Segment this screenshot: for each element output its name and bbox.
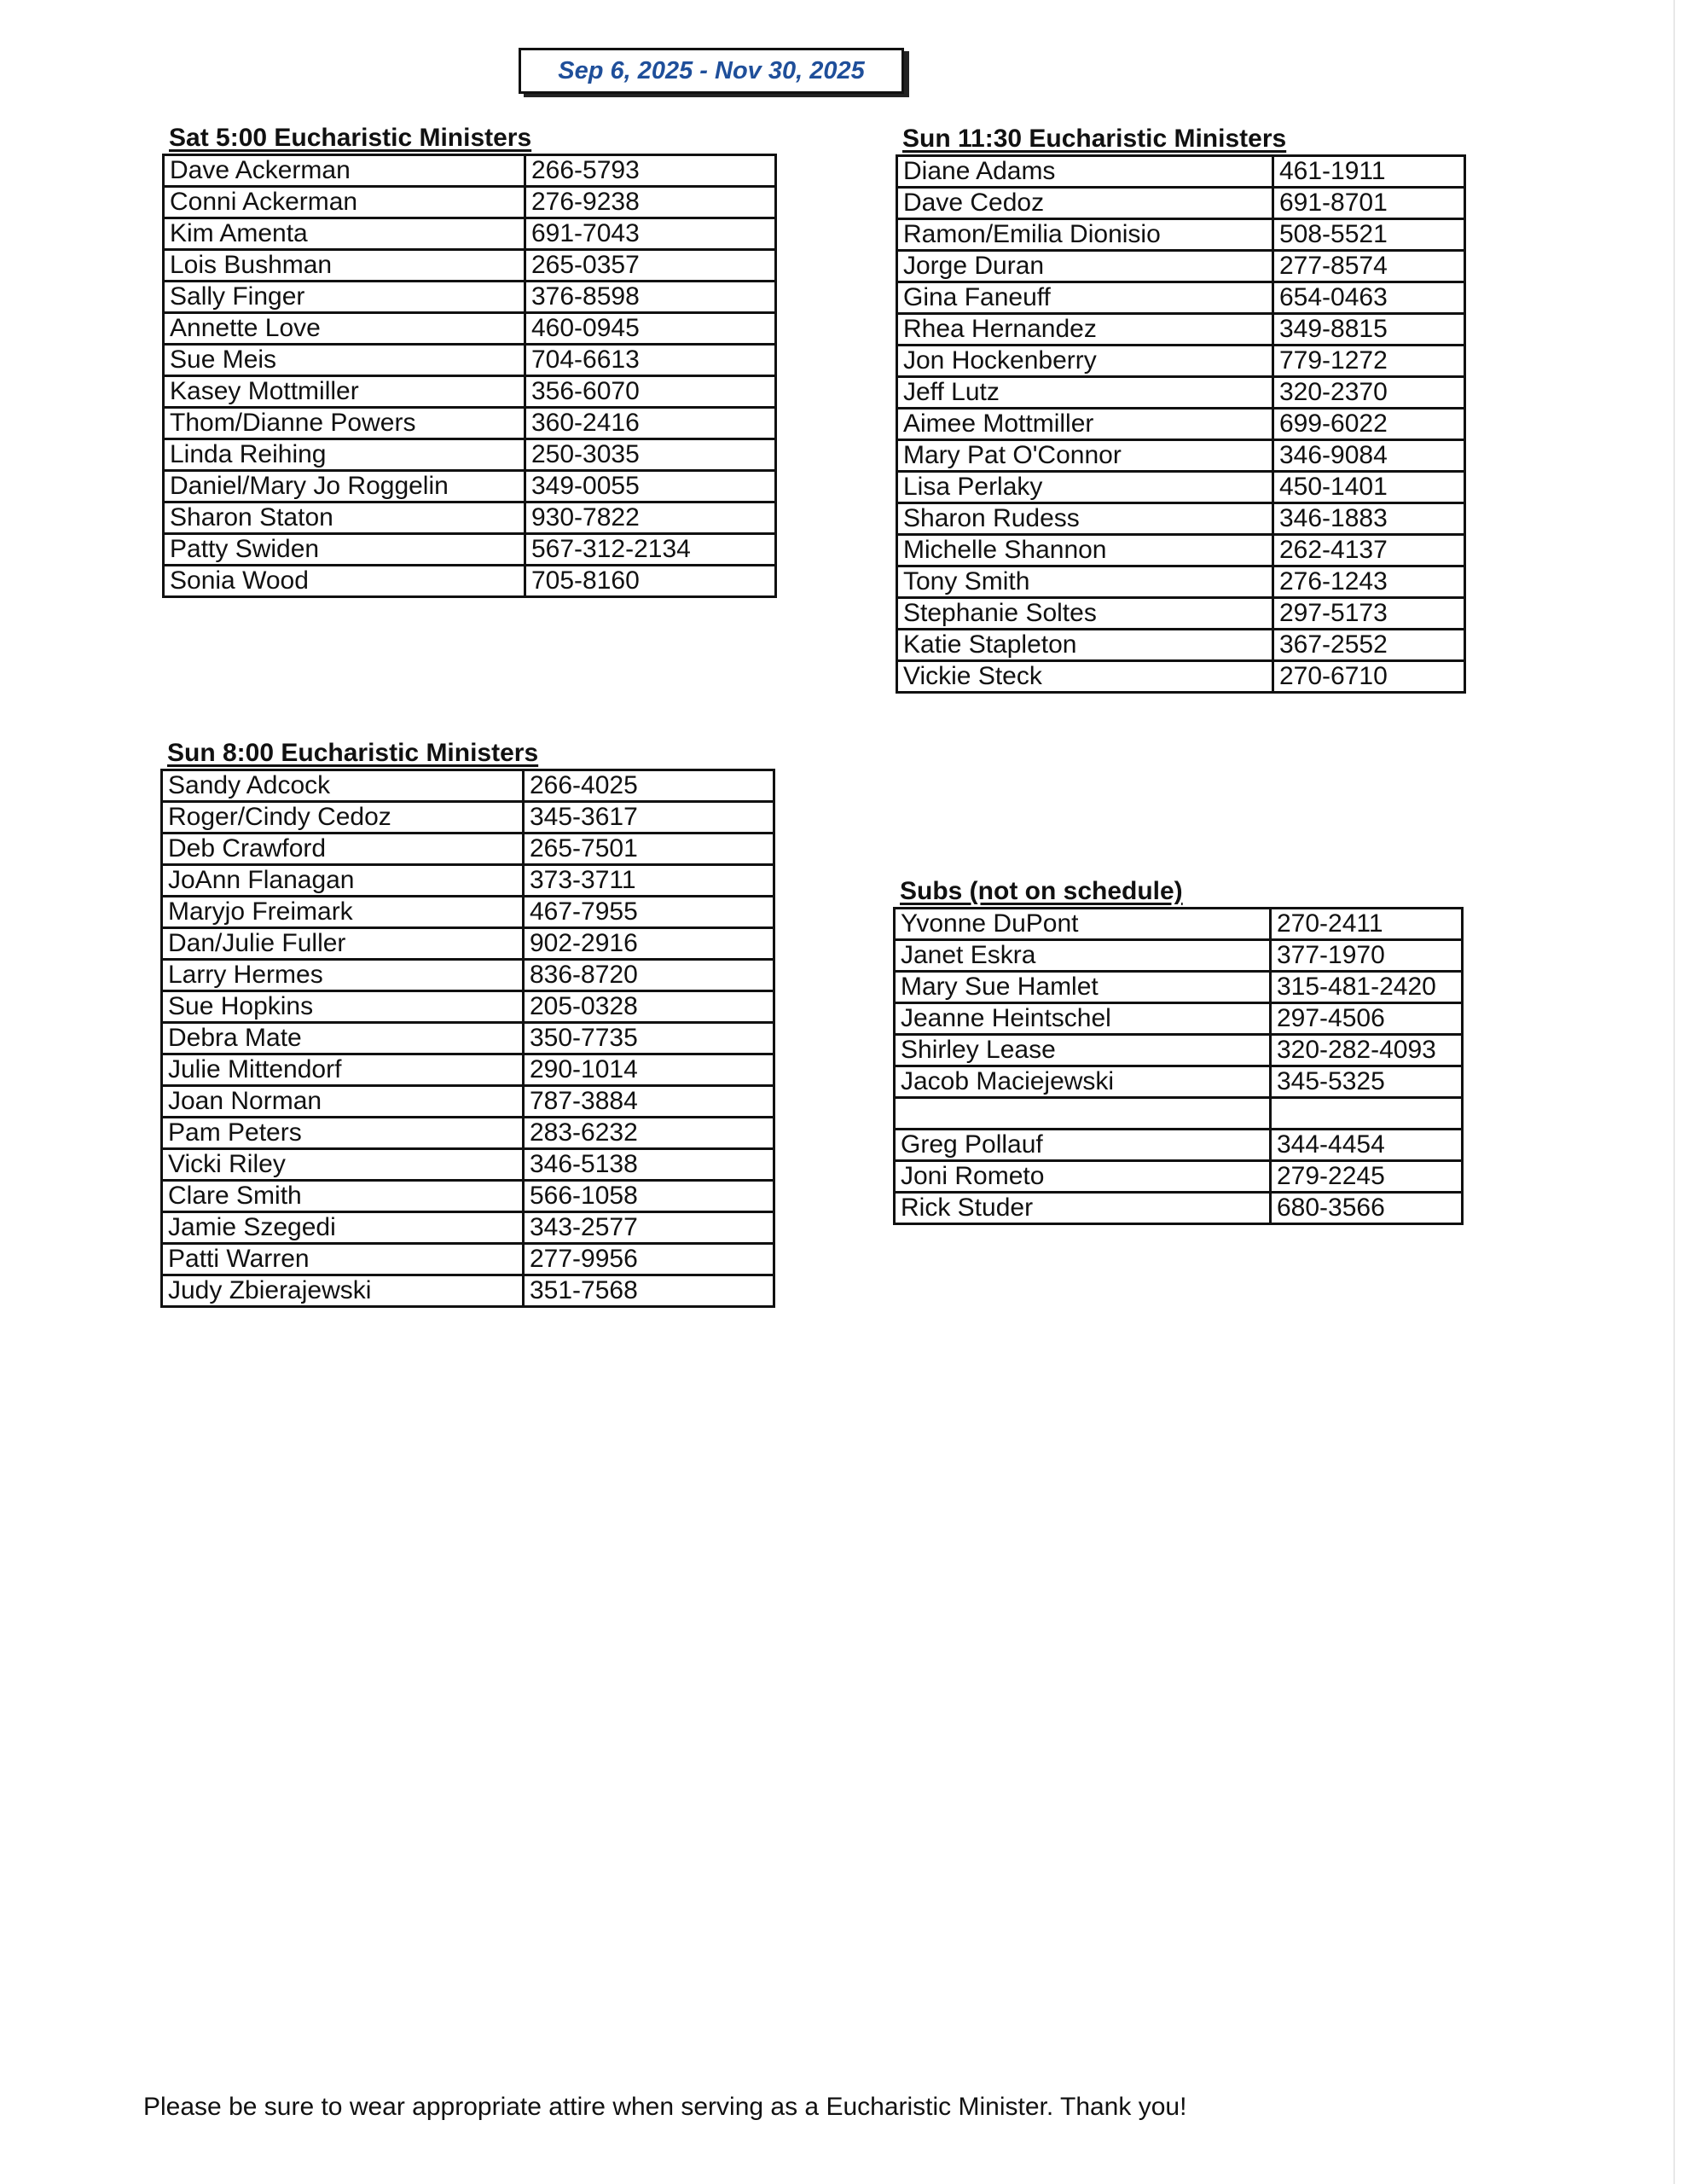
minister-name: Roger/Cindy Cedoz xyxy=(162,802,524,834)
minister-phone: 566-1058 xyxy=(524,1181,774,1212)
minister-phone: 345-3617 xyxy=(524,802,774,834)
minister-row xyxy=(164,313,776,345)
minister-name: Joan Norman xyxy=(162,1086,524,1118)
minister-name: Larry Hermes xyxy=(162,960,524,991)
section-title: Sat 5:00 Eucharistic Ministers xyxy=(169,124,532,152)
minister-phone: 205-0328 xyxy=(524,991,774,1023)
minister-phone: 266-5793 xyxy=(525,155,776,187)
minister-row xyxy=(164,218,776,250)
minister-row xyxy=(895,1161,1463,1193)
minister-name: Sharon Staton xyxy=(164,502,525,534)
minister-phone: 266-4025 xyxy=(524,770,774,802)
minister-row xyxy=(162,1244,774,1275)
minister-row xyxy=(164,250,776,282)
minister-name: Greg Pollauf xyxy=(895,1130,1271,1161)
minister-row xyxy=(897,535,1465,566)
attire-note: Please be sure to wear appropriate attire when serving as a Eucharistic Minister. Thank you! xyxy=(143,2093,1187,2121)
minister-name: Lois Bushman xyxy=(164,250,525,282)
minister-row xyxy=(895,1193,1463,1224)
minister-row xyxy=(897,188,1465,219)
minister-name: Jacob Maciejewski xyxy=(895,1066,1271,1098)
minister-phone: 320-2370 xyxy=(1273,377,1465,409)
minister-phone: 705-8160 xyxy=(525,566,776,597)
minister-row xyxy=(164,408,776,439)
minister-phone: 262-4137 xyxy=(1273,535,1465,566)
minister-phone: 461-1911 xyxy=(1273,156,1465,188)
minister-name: Sonia Wood xyxy=(164,566,525,597)
minister-row xyxy=(897,219,1465,251)
minister-phone: 320-282-4093 xyxy=(1271,1035,1463,1066)
minister-row xyxy=(162,928,774,960)
minister-phone xyxy=(1271,1098,1463,1130)
minister-row xyxy=(897,472,1465,503)
minister-name: Yvonne DuPont xyxy=(895,909,1271,940)
minister-name: Conni Ackerman xyxy=(164,187,525,218)
minister-phone: 691-8701 xyxy=(1273,188,1465,219)
section-title: Sun 11:30 Eucharistic Ministers xyxy=(902,125,1287,153)
minister-name: Thom/Dianne Powers xyxy=(164,408,525,439)
minister-row xyxy=(164,534,776,566)
subs-section xyxy=(893,877,1464,1225)
minister-phone: 277-8574 xyxy=(1273,251,1465,282)
minister-row xyxy=(897,282,1465,314)
minister-phone: 356-6070 xyxy=(525,376,776,408)
minister-phone: 367-2552 xyxy=(1273,630,1465,661)
minister-phone: 344-4454 xyxy=(1271,1130,1463,1161)
minister-name: Sharon Rudess xyxy=(897,503,1273,535)
minister-name: Katie Stapleton xyxy=(897,630,1273,661)
minister-phone: 290-1014 xyxy=(524,1054,774,1086)
minister-row xyxy=(895,1035,1463,1066)
minister-name: Patty Swiden xyxy=(164,534,525,566)
minister-phone: 680-3566 xyxy=(1271,1193,1463,1224)
minister-row xyxy=(164,155,776,187)
minister-row xyxy=(162,770,774,802)
minister-phone: 346-9084 xyxy=(1273,440,1465,472)
minister-name: Stephanie Soltes xyxy=(897,598,1273,630)
minister-row xyxy=(162,960,774,991)
minister-name: Jeff Lutz xyxy=(897,377,1273,409)
minister-row xyxy=(897,377,1465,409)
minister-phone: 930-7822 xyxy=(525,502,776,534)
minister-name: Dave Ackerman xyxy=(164,155,525,187)
minister-row xyxy=(895,909,1463,940)
minister-row xyxy=(897,566,1465,598)
minister-name: Jon Hockenberry xyxy=(897,346,1273,377)
minister-name: Tony Smith xyxy=(897,566,1273,598)
minister-phone: 270-2411 xyxy=(1271,909,1463,940)
minister-phone: 265-7501 xyxy=(524,834,774,865)
minister-row xyxy=(897,630,1465,661)
minister-table xyxy=(162,154,777,598)
minister-phone: 467-7955 xyxy=(524,897,774,928)
minister-row xyxy=(164,471,776,502)
minister-name: Shirley Lease xyxy=(895,1035,1271,1066)
minister-name: Deb Crawford xyxy=(162,834,524,865)
minister-row xyxy=(897,503,1465,535)
minister-table xyxy=(160,769,775,1308)
minister-name: Jorge Duran xyxy=(897,251,1273,282)
minister-phone: 460-0945 xyxy=(525,313,776,345)
minister-table xyxy=(896,154,1466,694)
minister-row xyxy=(162,1086,774,1118)
minister-name: Gina Faneuff xyxy=(897,282,1273,314)
minister-name: Clare Smith xyxy=(162,1181,524,1212)
minister-row xyxy=(162,1054,774,1086)
minister-phone: 250-3035 xyxy=(525,439,776,471)
minister-phone: 265-0357 xyxy=(525,250,776,282)
sun-1130-section xyxy=(896,125,1466,694)
minister-row xyxy=(897,314,1465,346)
minister-phone: 654-0463 xyxy=(1273,282,1465,314)
minister-phone: 360-2416 xyxy=(525,408,776,439)
minister-phone: 902-2916 xyxy=(524,928,774,960)
minister-phone: 787-3884 xyxy=(524,1086,774,1118)
minister-row xyxy=(164,187,776,218)
minister-row xyxy=(162,1212,774,1244)
minister-name: Sally Finger xyxy=(164,282,525,313)
minister-name: Rick Studer xyxy=(895,1193,1271,1224)
minister-row xyxy=(895,1066,1463,1098)
minister-row xyxy=(162,834,774,865)
minister-name: Maryjo Freimark xyxy=(162,897,524,928)
minister-phone: 349-0055 xyxy=(525,471,776,502)
minister-phone: 297-5173 xyxy=(1273,598,1465,630)
minister-phone: 450-1401 xyxy=(1273,472,1465,503)
minister-row xyxy=(162,1149,774,1181)
minister-row xyxy=(164,376,776,408)
minister-name: Janet Eskra xyxy=(895,940,1271,972)
minister-name: Michelle Shannon xyxy=(897,535,1273,566)
minister-phone: 346-5138 xyxy=(524,1149,774,1181)
minister-name: Sandy Adcock xyxy=(162,770,524,802)
minister-row xyxy=(895,972,1463,1003)
minister-table xyxy=(893,907,1464,1225)
minister-phone: 373-3711 xyxy=(524,865,774,897)
minister-phone: 277-9956 xyxy=(524,1244,774,1275)
minister-row xyxy=(895,1130,1463,1161)
minister-row xyxy=(162,897,774,928)
minister-phone: 276-9238 xyxy=(525,187,776,218)
minister-name: Joni Rometo xyxy=(895,1161,1271,1193)
minister-name: Kasey Mottmiller xyxy=(164,376,525,408)
minister-name: Mary Sue Hamlet xyxy=(895,972,1271,1003)
minister-phone: 346-1883 xyxy=(1273,503,1465,535)
minister-phone: 508-5521 xyxy=(1273,219,1465,251)
date-range: Sep 6, 2025 - Nov 30, 2025 xyxy=(558,56,865,84)
minister-row xyxy=(164,502,776,534)
minister-row xyxy=(162,1181,774,1212)
minister-name: Pam Peters xyxy=(162,1118,524,1149)
minister-row xyxy=(162,1118,774,1149)
minister-row xyxy=(895,1098,1463,1130)
minister-row xyxy=(897,251,1465,282)
minister-name: Lisa Perlaky xyxy=(897,472,1273,503)
minister-name: Kim Amenta xyxy=(164,218,525,250)
section-title: Subs (not on schedule) xyxy=(900,877,1183,905)
minister-phone: 699-6022 xyxy=(1273,409,1465,440)
minister-phone: 345-5325 xyxy=(1271,1066,1463,1098)
minister-row xyxy=(897,346,1465,377)
section-title: Sun 8:00 Eucharistic Ministers xyxy=(167,739,539,767)
minister-name: Rhea Hernandez xyxy=(897,314,1273,346)
minister-name: Ramon/Emilia Dionisio xyxy=(897,219,1273,251)
minister-name: Patti Warren xyxy=(162,1244,524,1275)
minister-row xyxy=(164,282,776,313)
sun-800-section xyxy=(160,739,775,1308)
minister-row xyxy=(162,802,774,834)
minister-row xyxy=(162,1023,774,1054)
minister-phone: 279-2245 xyxy=(1271,1161,1463,1193)
minister-name: Annette Love xyxy=(164,313,525,345)
minister-name: Diane Adams xyxy=(897,156,1273,188)
minister-phone: 349-8815 xyxy=(1273,314,1465,346)
minister-row xyxy=(895,1003,1463,1035)
minister-row xyxy=(162,1275,774,1307)
minister-row xyxy=(897,661,1465,693)
minister-row xyxy=(895,940,1463,972)
minister-row xyxy=(897,598,1465,630)
minister-phone: 270-6710 xyxy=(1273,661,1465,693)
minister-name: Judy Zbierajewski xyxy=(162,1275,524,1307)
minister-phone: 297-4506 xyxy=(1271,1003,1463,1035)
scan-edge-line xyxy=(1673,0,1675,2184)
minister-name: Julie Mittendorf xyxy=(162,1054,524,1086)
minister-name: Mary Pat O'Connor xyxy=(897,440,1273,472)
minister-name: Jamie Szegedi xyxy=(162,1212,524,1244)
minister-name xyxy=(895,1098,1271,1130)
minister-row xyxy=(162,865,774,897)
minister-phone: 691-7043 xyxy=(525,218,776,250)
minister-phone: 376-8598 xyxy=(525,282,776,313)
minister-name: Vicki Riley xyxy=(162,1149,524,1181)
minister-name: Daniel/Mary Jo Roggelin xyxy=(164,471,525,502)
minister-row xyxy=(164,345,776,376)
minister-phone: 315-481-2420 xyxy=(1271,972,1463,1003)
minister-phone: 276-1243 xyxy=(1273,566,1465,598)
minister-phone: 836-8720 xyxy=(524,960,774,991)
minister-name: Linda Reihing xyxy=(164,439,525,471)
minister-row xyxy=(897,156,1465,188)
minister-phone: 283-6232 xyxy=(524,1118,774,1149)
minister-row xyxy=(164,566,776,597)
minister-name: Jeanne Heintschel xyxy=(895,1003,1271,1035)
minister-phone: 377-1970 xyxy=(1271,940,1463,972)
minister-row xyxy=(897,440,1465,472)
minister-row xyxy=(162,991,774,1023)
minister-name: Vickie Steck xyxy=(897,661,1273,693)
minister-phone: 567-312-2134 xyxy=(525,534,776,566)
minister-name: Sue Meis xyxy=(164,345,525,376)
minister-name: Sue Hopkins xyxy=(162,991,524,1023)
minister-phone: 350-7735 xyxy=(524,1023,774,1054)
minister-row xyxy=(897,409,1465,440)
sat-500-section xyxy=(162,124,777,598)
minister-phone: 704-6613 xyxy=(525,345,776,376)
minister-name: Dan/Julie Fuller xyxy=(162,928,524,960)
minister-name: Debra Mate xyxy=(162,1023,524,1054)
minister-phone: 343-2577 xyxy=(524,1212,774,1244)
date-range-box xyxy=(519,48,904,94)
minister-name: Aimee Mottmiller xyxy=(897,409,1273,440)
minister-row xyxy=(164,439,776,471)
minister-phone: 351-7568 xyxy=(524,1275,774,1307)
minister-phone: 779-1272 xyxy=(1273,346,1465,377)
minister-name: Dave Cedoz xyxy=(897,188,1273,219)
minister-name: JoAnn Flanagan xyxy=(162,865,524,897)
